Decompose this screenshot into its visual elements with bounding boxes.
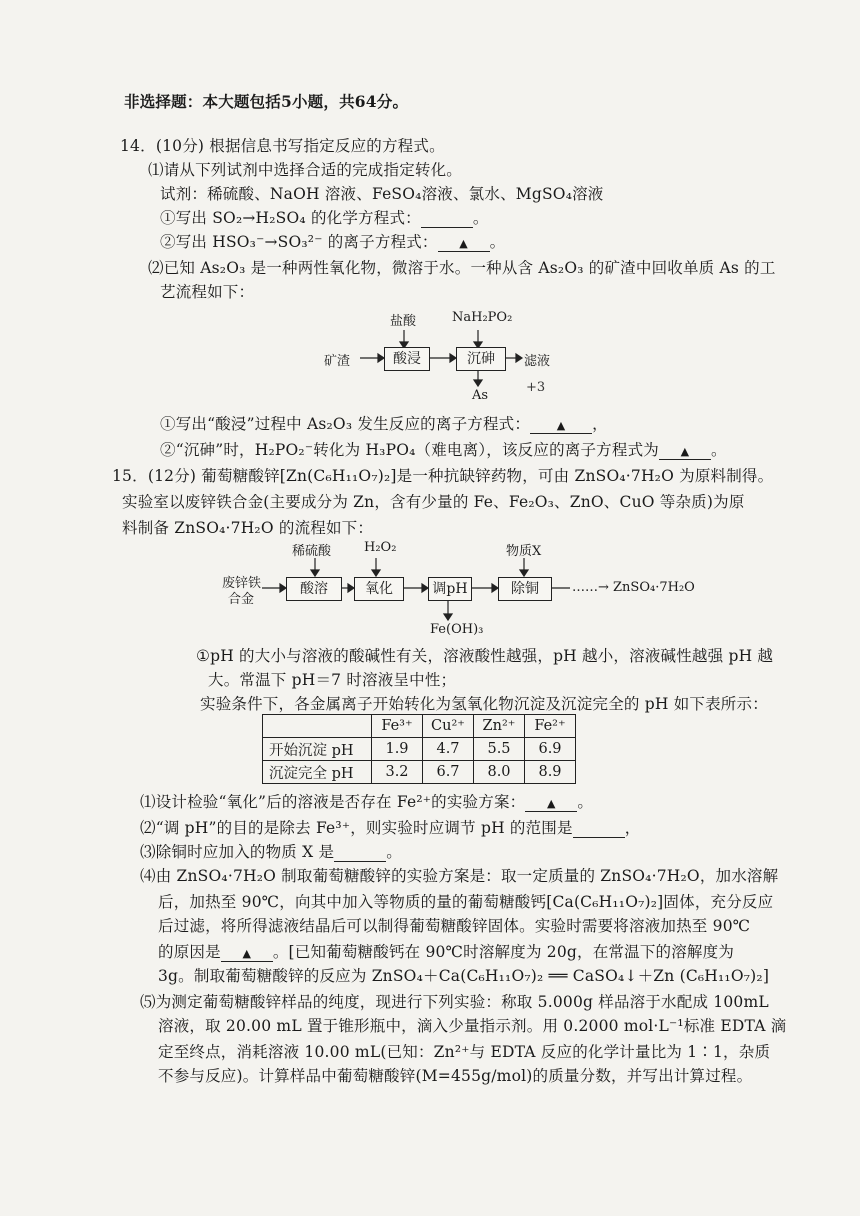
flow2-reagent-x: 物质X	[506, 544, 542, 559]
flow2-start-line2: 合金	[228, 592, 255, 607]
q15-sub4-line5: 3g。制取葡萄糖酸锌的反应为 ZnSO₄＋Ca(C₆H₁₁O₇)₂ ══ CaSO₄↓＋Zn (C₆H₁₁O₇)₂]	[158, 967, 770, 985]
q14-reagents: 试剂：稀硫酸、NaOH 溶液、FeSO₄溶液、氯水、MgSO₄溶液	[160, 185, 604, 203]
answer-blank[interactable]	[573, 821, 625, 838]
flow1-input-hcl: 盐酸	[390, 314, 417, 329]
triangle-mark-icon: ▲	[556, 419, 566, 432]
q14-sub3: ①写出“酸浸”过程中 As₂O₃ 发生反应的离子方程式： ▲ ，	[160, 415, 608, 433]
q15-sub4-line4	[158, 942, 734, 962]
flow2-start-line1: 废锌铁	[222, 576, 262, 591]
flow2-step-remove-copper: 除铜	[498, 577, 552, 601]
flow2-step-adjust-ph: 调pH	[428, 577, 472, 601]
triangle-mark-icon: ▲	[547, 797, 556, 810]
q15-sub4-line3: 后过滤，将所得滤液结晶后可以制得葡萄糖酸锌固体。实验时需要将溶液加热至 90℃	[158, 917, 751, 935]
q14-sub4-text: ②“沉砷”时，H₂PO₂⁻转化为 H₃PO₄（难电离），该反应的离子方程式为	[160, 441, 659, 459]
q15-info1-line2: 大。常温下 pH＝7 时溶液呈中性；	[208, 671, 457, 689]
q14-part2-line1: ⑵已知 As₂O₃ 是一种两性氧化物，微溶于水。一种从含 As₂O₃ 的矿渣中回收单质 As 的工	[148, 259, 776, 277]
q15-sub3: ⑶除铜时应加入的物质 X 是 。	[140, 843, 402, 861]
flow1-step-precipitate: 沉砷	[456, 347, 506, 371]
q14-title: 14．(10分) 根据信息书写指定反应的方程式。	[120, 137, 445, 155]
section-header: 非选择题：本大题包括5小题，共64分。	[124, 92, 409, 111]
handwritten-note: +3	[526, 380, 546, 395]
answer-blank[interactable]	[221, 945, 273, 962]
q14-sub4: ②“沉砷”时，H₂PO₂⁻转化为 H₃PO₄（难电离），该反应的离子方程式为 ▲ 。	[160, 441, 727, 459]
q15-sub4-line1: ⑷由 ZnSO₄·7H₂O 制取葡萄糖酸锌的实验方案是：取一定质量的 ZnSO₄·7H₂O，加水溶解	[140, 867, 779, 885]
table-cell	[263, 715, 372, 738]
q15-sub5-line1: ⑸为测定葡萄糖酸锌样品的纯度，现进行下列实验：称取 5.000g 样品溶于水配成 100mL	[140, 993, 769, 1011]
q15-sub2: ⑵“调 pH”的目的是除去 Fe³⁺，则实验时应调节 pH 的范围是 ，	[140, 819, 641, 837]
table-cell: 4.7	[423, 738, 474, 761]
q15-info2: 实验条件下，各金属离子开始转化为氢氧化物沉淀及沉淀完全的 pH 如下表所示：	[200, 695, 768, 713]
flow2-reagent-h2o2: H₂O₂	[364, 540, 397, 555]
q14-sub3-text: ①写出“酸浸”过程中 As₂O₃ 发生反应的离子方程式：	[160, 415, 531, 433]
table-cell: 6.7	[423, 761, 474, 784]
q14-part1: ⑴请从下列试剂中选择合适的完成指定转化。	[148, 161, 463, 179]
ph-table	[262, 714, 576, 784]
flow2-step-oxidize: 氧化	[354, 577, 404, 601]
q14-sub2: ②写出 HSO₃⁻→SO₃²⁻ 的离子方程式： ▲ 。	[160, 233, 506, 251]
q15-line2: 实验室以废锌铁合金(主要成分为 Zn，含有少量的 Fe、Fe₂O₃、ZnO、CuO 等杂质)为原	[122, 493, 745, 511]
flow1-step-acid-leach: 酸浸	[384, 347, 430, 371]
table-header-cell: Cu²⁺	[423, 715, 474, 738]
q15-sub4-line2: 后，加热至 90℃，向其中加入等物质的量的葡萄糖酸钙[Ca(C₆H₁₁O₇)₂]固体，充分反应	[158, 893, 774, 911]
flow2-output-feoh3: Fe(OH)₃	[430, 622, 484, 637]
table-cell: 8.9	[525, 761, 576, 784]
flow2-end-product: ……→ ZnSO₄·7H₂O	[572, 580, 695, 595]
q14-sub1: ①写出 SO₂→H₂SO₄ 的化学方程式： 。	[160, 209, 489, 227]
table-cell: 1.9	[372, 738, 423, 761]
flow1-start: 矿渣	[324, 354, 351, 369]
flow2-step-dissolve: 酸溶	[286, 577, 342, 601]
q15-sub2-text: ⑵“调 pH”的目的是除去 Fe³⁺，则实验时应调节 pH 的范围是	[140, 819, 573, 837]
q15-line1: 15．(12分) 葡萄糖酸锌[Zn(C₆H₁₁O₇)₂]是一种抗缺锌药物，可由 ZnSO₄·7H₂O 为原料制得。	[112, 467, 774, 485]
flow1-input-nah2po2: NaH₂PO₂	[452, 310, 513, 325]
table-header-row	[263, 715, 576, 738]
table-row-label: 开始沉淀 pH	[263, 738, 372, 761]
flow1-output-as: As	[472, 388, 489, 403]
q15-line3: 料制备 ZnSO₄·7H₂O 的流程如下：	[122, 519, 374, 537]
triangle-mark-icon: ▲	[242, 947, 252, 960]
triangle-mark-icon: ▲	[459, 237, 468, 250]
q14-part2-line2: 艺流程如下：	[160, 283, 255, 301]
table-row	[263, 738, 576, 761]
answer-blank[interactable]	[334, 845, 386, 862]
table-row	[263, 761, 576, 784]
table-cell: 8.0	[474, 761, 525, 784]
q15-info1-line1: ①pH 的大小与溶液的酸碱性有关，溶液酸性越强，pH 越小，溶液碱性越强 pH 越	[196, 647, 774, 665]
q14-sub1-text: ①写出 SO₂→H₂SO₄ 的化学方程式：	[160, 209, 421, 227]
table-header-cell: Fe²⁺	[525, 715, 576, 738]
q15-sub5-line4: 不参与反应)。计算样品中葡萄糖酸锌(M=455g/mol)的质量分数，并写出计算过程。	[158, 1067, 753, 1085]
table-header-cell: Fe³⁺	[372, 715, 423, 738]
q15-sub1: ⑴设计检验“氧化”后的溶液是否存在 Fe²⁺的实验方案： ▲ 。	[140, 793, 594, 811]
q15-sub1-text: ⑴设计检验“氧化”后的溶液是否存在 Fe²⁺的实验方案：	[140, 793, 526, 811]
flow2-reagent-h2so4: 稀硫酸	[292, 544, 332, 559]
q15-sub5-line3: 定至终点，消耗溶液 10.00 mL(已知：Zn²⁺与 EDTA 反应的化学计量比为 1∶1，杂质	[158, 1043, 771, 1061]
q15-sub4-line4-text: 的原因是	[158, 943, 221, 961]
table-header-cell: Zn²⁺	[474, 715, 525, 738]
table-cell: 5.5	[474, 738, 525, 761]
table-cell: 6.9	[525, 738, 576, 761]
table-cell: 3.2	[372, 761, 423, 784]
q15-sub4-line4-rest: 。[已知葡萄糖酸钙在 90℃时溶解度为 20g，在常温下的溶解度为	[272, 943, 735, 961]
table-row-label: 沉淀完全 pH	[263, 761, 372, 784]
q14-sub2-text: ②写出 HSO₃⁻→SO₃²⁻ 的离子方程式：	[160, 233, 438, 251]
q15-sub3-text: ⑶除铜时应加入的物质 X 是	[140, 843, 335, 861]
q15-sub5-line2: 溶液，取 20.00 mL 置于锥形瓶中，滴入少量指示剂。用 0.2000 mol·L⁻¹标准 EDTA 滴	[158, 1017, 787, 1035]
answer-blank[interactable]	[525, 795, 577, 812]
triangle-mark-icon: ▲	[680, 445, 690, 458]
flow1-end-filtrate: 滤液	[524, 354, 551, 369]
